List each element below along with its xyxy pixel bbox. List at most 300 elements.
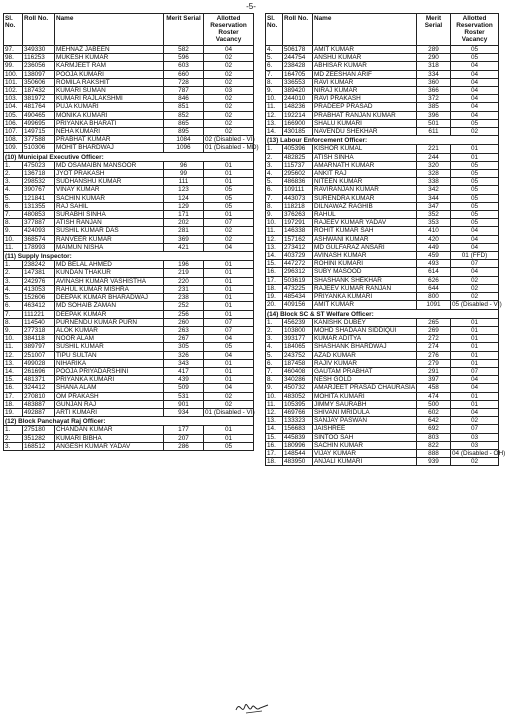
cell-roll-no: 460408 xyxy=(283,367,313,375)
cell-roll-no: 236056 xyxy=(23,62,55,70)
cell-roll-no: 116253 xyxy=(23,54,55,62)
cell-reservation: 02 xyxy=(204,54,254,62)
table-row xyxy=(4,408,254,416)
cell-merit-serial: 1096 xyxy=(164,144,204,152)
cell-sl: 15. xyxy=(266,260,283,268)
cell-reservation: 02 xyxy=(451,293,499,301)
cell-merit-serial: 397 xyxy=(417,376,451,384)
cell-name: NEHA KUMARI xyxy=(55,128,164,136)
cell-sl: 11. xyxy=(4,343,23,351)
table-row xyxy=(4,103,254,111)
table-row xyxy=(266,276,499,284)
cell-merit-serial: 366 xyxy=(417,87,451,95)
cell-merit-serial: 290 xyxy=(417,54,451,62)
cell-reservation: 04 xyxy=(451,384,499,392)
cell-sl: 8. xyxy=(4,318,23,326)
cell-reservation: 02 xyxy=(204,103,254,111)
cell-sl: 15. xyxy=(4,376,23,384)
cell-sl: 5. xyxy=(266,351,283,359)
cell-reservation: 05 (Disabled - VI) xyxy=(452,301,502,309)
cell-reservation: 07 xyxy=(204,326,254,334)
cell-reservation: 05 xyxy=(451,211,499,219)
cell-sl: 6. xyxy=(4,202,23,210)
cell-sl: 97. xyxy=(4,46,23,54)
cell-merit-serial: 509 xyxy=(164,384,204,392)
cell-name: POOJA KUMARI xyxy=(55,70,164,78)
table-row xyxy=(266,326,499,334)
cell-roll-no: 389420 xyxy=(283,87,313,95)
table-row xyxy=(266,103,499,111)
cell-reservation: 04 xyxy=(451,227,499,235)
cell-reservation: 01 xyxy=(451,400,499,408)
cell-sl: 104. xyxy=(4,103,23,111)
cell-merit-serial: 353 xyxy=(417,219,451,227)
cell-reservation: 01 (Disabled - MD) xyxy=(205,144,259,152)
cell-sl: 8. xyxy=(4,219,23,227)
cell-roll-no: 133323 xyxy=(283,417,313,425)
cell-sl: 1. xyxy=(4,261,23,269)
cell-name: ATISH RANJAN xyxy=(55,219,164,227)
cell-name: MD GULFARAZ ANSARI xyxy=(313,243,417,251)
table-row xyxy=(4,269,254,277)
cell-roll-no: 251007 xyxy=(23,351,55,359)
cell-roll-no: 450732 xyxy=(283,384,313,392)
cell-sl: 11. xyxy=(266,227,283,235)
table-row xyxy=(266,46,499,54)
cell-merit-serial: 602 xyxy=(417,408,451,416)
cell-name: PRIYANKA KUMARI xyxy=(55,376,164,384)
cell-sl: 8. xyxy=(266,376,283,384)
cell-merit-serial: 660 xyxy=(164,70,204,78)
header-name: Name xyxy=(313,14,417,46)
cell-roll-no: 368574 xyxy=(23,235,55,243)
table-row xyxy=(266,351,499,359)
cell-merit-serial: 111 xyxy=(164,178,204,186)
cell-name: DILNAWAZ RAGHIB xyxy=(313,202,417,210)
cell-roll-no: 296312 xyxy=(283,268,313,276)
cell-reservation: 02 xyxy=(204,400,254,408)
cell-name: SACHIN KUMAR xyxy=(313,441,417,449)
cell-roll-no: 463412 xyxy=(23,302,55,310)
cell-merit-serial: 281 xyxy=(164,227,204,235)
table-row xyxy=(4,194,254,202)
cell-reservation: 02 xyxy=(204,119,254,127)
cell-roll-no: 485434 xyxy=(283,293,313,301)
table-row xyxy=(4,62,254,70)
cell-name: PRIYANKA KUMARI xyxy=(313,293,417,301)
cell-reservation: 01 xyxy=(204,269,254,277)
cell-name: KANISHK DUBEY xyxy=(313,318,417,326)
cell-name: RAJIV KUMAR xyxy=(313,359,417,367)
cell-reservation: 01 xyxy=(204,161,254,169)
cell-roll-no: 473225 xyxy=(283,284,313,292)
cell-name: SURENDRA KUMAR xyxy=(313,194,417,202)
cell-reservation: 04 xyxy=(451,376,499,384)
cell-sl: 4. xyxy=(266,343,283,351)
cell-sl: 100. xyxy=(4,70,23,78)
cell-merit-serial: 96 xyxy=(164,161,204,169)
cell-merit-serial: 123 xyxy=(164,186,204,194)
cell-roll-no: 430185 xyxy=(283,128,313,136)
cell-merit-serial: 493 xyxy=(417,260,451,268)
cell-roll-no: 187432 xyxy=(23,87,55,95)
table-row xyxy=(4,302,254,310)
cell-merit-serial: 888 xyxy=(417,449,451,457)
header-merit: Merit Serial xyxy=(164,14,204,46)
cell-name: KARMJEET RAM xyxy=(55,62,164,70)
table-row xyxy=(4,426,254,434)
cell-reservation: 04 xyxy=(451,78,499,86)
cell-name: SHANA ALAM xyxy=(55,384,164,392)
table-row xyxy=(266,252,499,260)
table-row xyxy=(4,326,254,334)
table-row xyxy=(266,95,499,103)
cell-roll-no: 261696 xyxy=(23,367,55,375)
table-row xyxy=(4,170,254,178)
table-row xyxy=(266,202,499,210)
cell-roll-no: 390767 xyxy=(23,186,55,194)
cell-name: JIMMY SAURABH xyxy=(313,400,417,408)
cell-name: POOJA PRIYADARSHINI xyxy=(55,367,164,375)
merit-table-right xyxy=(265,13,505,466)
cell-sl: 108. xyxy=(4,136,23,144)
cell-reservation: 04 xyxy=(451,111,499,119)
table-row xyxy=(4,95,254,103)
table-row xyxy=(4,343,254,351)
cell-reservation: 01 xyxy=(204,310,254,318)
header-name: Name xyxy=(55,14,164,46)
cell-merit-serial: 500 xyxy=(417,400,451,408)
cell-reservation: 01 xyxy=(204,211,254,219)
cell-roll-no: 157162 xyxy=(283,235,313,243)
table-row xyxy=(266,367,499,375)
cell-name: VINAY KUMAR xyxy=(55,186,164,194)
cell-sl: 19. xyxy=(4,408,23,416)
cell-sl: 98. xyxy=(4,54,23,62)
cell-reservation: 01 xyxy=(204,434,254,442)
cell-name: ALOK KUMAR xyxy=(55,326,164,334)
cell-sl: 7. xyxy=(266,194,283,202)
cell-name: AVINASH KUMAR VASHISTHA xyxy=(55,277,164,285)
cell-name: ROMILA RAKSHIT xyxy=(55,78,164,86)
cell-sl: 6. xyxy=(266,62,283,70)
cell-roll-no: 409156 xyxy=(283,301,313,309)
cell-roll-no: 349330 xyxy=(23,46,55,54)
table-row xyxy=(266,70,499,78)
cell-name: MUKESH KUMAR xyxy=(55,54,164,62)
cell-sl: 14. xyxy=(266,128,283,136)
cell-name: NIRAJ KUMAR xyxy=(313,87,417,95)
table-row xyxy=(266,441,499,449)
table-row xyxy=(4,144,254,152)
section-title: (11) Supply Inspector: xyxy=(4,252,254,261)
cell-merit-serial: 220 xyxy=(164,277,204,285)
cell-reservation: 05 xyxy=(451,161,499,169)
cell-sl: 1. xyxy=(266,318,283,326)
table-row xyxy=(4,243,254,251)
cell-roll-no: 456239 xyxy=(283,318,313,326)
cell-roll-no: 377887 xyxy=(23,219,55,227)
cell-sl: 9. xyxy=(4,227,23,235)
cell-roll-no: 121841 xyxy=(23,194,55,202)
cell-merit-serial: 459 xyxy=(417,252,451,260)
cell-merit-serial: 343 xyxy=(164,359,204,367)
cell-sl: 107. xyxy=(4,128,23,136)
header-roll: Roll No. xyxy=(23,14,55,46)
cell-name: SINTOO SAH xyxy=(313,433,417,441)
cell-sl: 101. xyxy=(4,78,23,86)
cell-roll-no: 481371 xyxy=(23,376,55,384)
cell-sl: 17. xyxy=(4,392,23,400)
cell-name: KUMARI SUMAN xyxy=(55,87,164,95)
cell-reservation: 01 xyxy=(451,326,499,334)
cell-name: RAHUL xyxy=(313,211,417,219)
cell-sl: 19. xyxy=(266,293,283,301)
cell-merit-serial: 626 xyxy=(417,276,451,284)
cell-name: PRADEEP PRASAD xyxy=(313,103,417,111)
cell-name: AMIT KUMAR xyxy=(313,301,417,309)
cell-reservation: 01 xyxy=(204,367,254,375)
cell-merit-serial: 421 xyxy=(164,243,204,251)
section-title: (12) Block Panchayat Raj Officer: xyxy=(4,417,254,426)
table-row xyxy=(266,211,499,219)
cell-reservation: 03 xyxy=(451,433,499,441)
cell-name: ANJALI KUMARI xyxy=(313,458,417,466)
cell-name: SACHIN KUMAR xyxy=(55,194,164,202)
table-row xyxy=(4,261,254,269)
cell-merit-serial: 267 xyxy=(164,335,204,343)
cell-reservation: 01 xyxy=(204,170,254,178)
cell-sl: 102. xyxy=(4,87,23,95)
table-row xyxy=(4,359,254,367)
section-header-row xyxy=(4,417,254,426)
cell-merit-serial: 396 xyxy=(417,111,451,119)
cell-name: DEEPAK KUMAR xyxy=(55,310,164,318)
cell-reservation: 01 xyxy=(451,145,499,153)
cell-merit-serial: 417 xyxy=(164,367,204,375)
table-row xyxy=(266,417,499,425)
cell-reservation: 07 xyxy=(204,318,254,326)
cell-reservation: 01 xyxy=(451,351,499,359)
cell-sl: 3. xyxy=(266,335,283,343)
cell-merit-serial: 344 xyxy=(417,194,451,202)
cell-merit-serial: 449 xyxy=(417,243,451,251)
cell-roll-no: 238242 xyxy=(23,261,55,269)
cell-reservation: 05 xyxy=(451,186,499,194)
cell-merit-serial: 787 xyxy=(164,87,204,95)
cell-merit-serial: 256 xyxy=(164,310,204,318)
cell-merit-serial: 369 xyxy=(164,235,204,243)
cell-name: MEHNAZ JABEEN xyxy=(55,46,164,54)
cell-name: RAJEEV KUMAR RANJAN xyxy=(313,284,417,292)
cell-sl: 14. xyxy=(4,367,23,375)
cell-roll-no: 499028 xyxy=(23,359,55,367)
cell-reservation: 04 xyxy=(204,335,254,343)
cell-roll-no: 168512 xyxy=(23,442,55,450)
cell-sl: 2. xyxy=(266,153,283,161)
table-row xyxy=(4,392,254,400)
cell-roll-no: 483052 xyxy=(283,392,313,400)
cell-name: AMARNATH KUMAR xyxy=(313,161,417,169)
cell-reservation: 04 xyxy=(451,95,499,103)
cell-roll-no: 480853 xyxy=(23,211,55,219)
cell-reservation: 03 xyxy=(204,87,254,95)
cell-merit-serial: 320 xyxy=(417,161,451,169)
cell-name: ANKIT RAJ xyxy=(313,170,417,178)
cell-merit-serial: 244 xyxy=(417,153,451,161)
cell-roll-no: 192214 xyxy=(283,111,313,119)
cell-sl: 17. xyxy=(266,449,283,457)
table-row xyxy=(266,335,499,343)
cell-name: RAVI KUMAR xyxy=(313,78,417,86)
cell-reservation: 05 xyxy=(451,46,499,54)
cell-reservation: 04 (Disabled - OH) xyxy=(452,449,505,457)
cell-roll-no: 403729 xyxy=(283,252,313,260)
cell-sl: 18. xyxy=(266,284,283,292)
cell-roll-no: 146338 xyxy=(283,227,313,235)
cell-merit-serial: 272 xyxy=(417,335,451,343)
cell-roll-no: 492887 xyxy=(23,408,55,416)
cell-roll-no: 445839 xyxy=(283,433,313,441)
table-row xyxy=(4,351,254,359)
section-title: (13) Labour Enforcement Officer: xyxy=(266,136,499,145)
cell-roll-no: 475023 xyxy=(23,161,55,169)
cell-name: NOOR ALAM xyxy=(55,335,164,343)
table-row xyxy=(4,400,254,408)
cell-reservation: 01 (Disabled - VI) xyxy=(205,408,255,416)
cell-sl: 12. xyxy=(266,235,283,243)
cell-sl: 8. xyxy=(266,202,283,210)
cell-name: RAVI PRAKASH xyxy=(313,95,417,103)
section-header-row xyxy=(266,309,499,318)
cell-roll-no: 166900 xyxy=(283,119,313,127)
cell-reservation: 04 xyxy=(451,243,499,251)
cell-reservation: 01 xyxy=(204,261,254,269)
cell-roll-no: 180996 xyxy=(283,441,313,449)
header-roll: Roll No. xyxy=(283,14,313,46)
cell-merit-serial: 219 xyxy=(164,269,204,277)
table-row xyxy=(4,285,254,293)
cell-sl: 1. xyxy=(4,161,23,169)
table-row xyxy=(266,284,499,292)
cell-name: SHASHANK BHARDWAJ xyxy=(313,343,417,351)
table-row xyxy=(4,384,254,392)
cell-roll-no: 486836 xyxy=(283,178,313,186)
table-row xyxy=(266,408,499,416)
table-row xyxy=(266,260,499,268)
cell-sl: 10. xyxy=(266,95,283,103)
cell-reservation: 05 xyxy=(451,202,499,210)
cell-sl: 17. xyxy=(266,276,283,284)
cell-merit-serial: 252 xyxy=(164,302,204,310)
cell-sl: 105. xyxy=(4,111,23,119)
cell-sl: 13. xyxy=(266,119,283,127)
table-row xyxy=(4,442,254,450)
cell-merit-serial: 269 xyxy=(417,326,451,334)
table-body-right xyxy=(266,46,505,466)
cell-reservation: 04 xyxy=(204,46,254,54)
header-merit: Merit Serial xyxy=(417,14,451,46)
cell-merit-serial: 360 xyxy=(417,78,451,86)
cell-merit-serial: 202 xyxy=(164,219,204,227)
cell-roll-no: 376263 xyxy=(283,211,313,219)
cell-merit-serial: 328 xyxy=(417,170,451,178)
table-row xyxy=(266,111,499,119)
cell-reservation: 02 xyxy=(451,128,499,136)
cell-sl: 106. xyxy=(4,119,23,127)
cell-reservation: 04 xyxy=(204,243,254,251)
cell-sl: 99. xyxy=(4,62,23,70)
cell-name: PRIYANKA BHARATI xyxy=(55,119,164,127)
cell-name: PRABHAT RANJAN KUMAR xyxy=(313,111,417,119)
table-row xyxy=(266,62,499,70)
cell-merit-serial: 196 xyxy=(164,261,204,269)
cell-sl: 12. xyxy=(4,351,23,359)
cell-reservation: 02 xyxy=(451,284,499,292)
cell-roll-no: 178993 xyxy=(23,243,55,251)
cell-sl: 1. xyxy=(266,145,283,153)
cell-name: GUNJAN RAJ xyxy=(55,400,164,408)
cell-name: ATISH SINHA xyxy=(313,153,417,161)
table-row xyxy=(4,294,254,302)
cell-name: ARTI KUMARI xyxy=(55,408,164,416)
cell-merit-serial: 865 xyxy=(164,119,204,127)
cell-roll-no: 244754 xyxy=(283,54,313,62)
cell-reservation: 01 xyxy=(451,392,499,400)
cell-reservation: 02 xyxy=(451,458,499,466)
cell-roll-no: 156683 xyxy=(283,425,313,433)
table-row xyxy=(266,359,499,367)
table-row xyxy=(266,178,499,186)
table-row xyxy=(266,400,499,408)
cell-merit-serial: 901 xyxy=(164,400,204,408)
cell-sl: 5. xyxy=(4,194,23,202)
cell-reservation: 01 xyxy=(204,359,254,367)
cell-reservation: 01 xyxy=(451,359,499,367)
table-row xyxy=(266,268,499,276)
cell-name: PUJA KUMARI xyxy=(55,103,164,111)
cell-reservation: 01 xyxy=(204,426,254,434)
cell-roll-no: 152606 xyxy=(23,294,55,302)
cell-name: KISHOR KUMAL xyxy=(313,145,417,153)
cell-roll-no: 111221 xyxy=(23,310,55,318)
cell-reservation: 04 xyxy=(451,87,499,95)
cell-name: RAVIRANJAN KUMAR xyxy=(313,186,417,194)
cell-roll-no: 148544 xyxy=(283,449,313,457)
cell-name: TIPU SULTAN xyxy=(55,351,164,359)
cell-sl: 103. xyxy=(4,95,23,103)
table-row xyxy=(4,119,254,127)
cell-sl: 6. xyxy=(4,302,23,310)
cell-merit-serial: 171 xyxy=(164,211,204,219)
cell-merit-serial: 1084 xyxy=(164,136,204,144)
cell-merit-serial: 238 xyxy=(164,294,204,302)
cell-reservation: 02 xyxy=(204,78,254,86)
cell-merit-serial: 276 xyxy=(417,351,451,359)
table-row xyxy=(4,227,254,235)
cell-sl: 7. xyxy=(4,211,23,219)
cell-roll-no: 405396 xyxy=(283,145,313,153)
cell-name: RAJEEV KUMAR YADAV xyxy=(313,219,417,227)
cell-name: MD BELAL AHMED xyxy=(55,261,164,269)
table-row xyxy=(266,243,499,251)
cell-name: SUDHANSHU KUMAR xyxy=(55,178,164,186)
cell-sl: 4. xyxy=(4,285,23,293)
cell-merit-serial: 934 xyxy=(164,408,204,416)
table-row xyxy=(4,367,254,375)
cell-roll-no: 147381 xyxy=(23,269,55,277)
cell-reservation: 05 xyxy=(451,54,499,62)
